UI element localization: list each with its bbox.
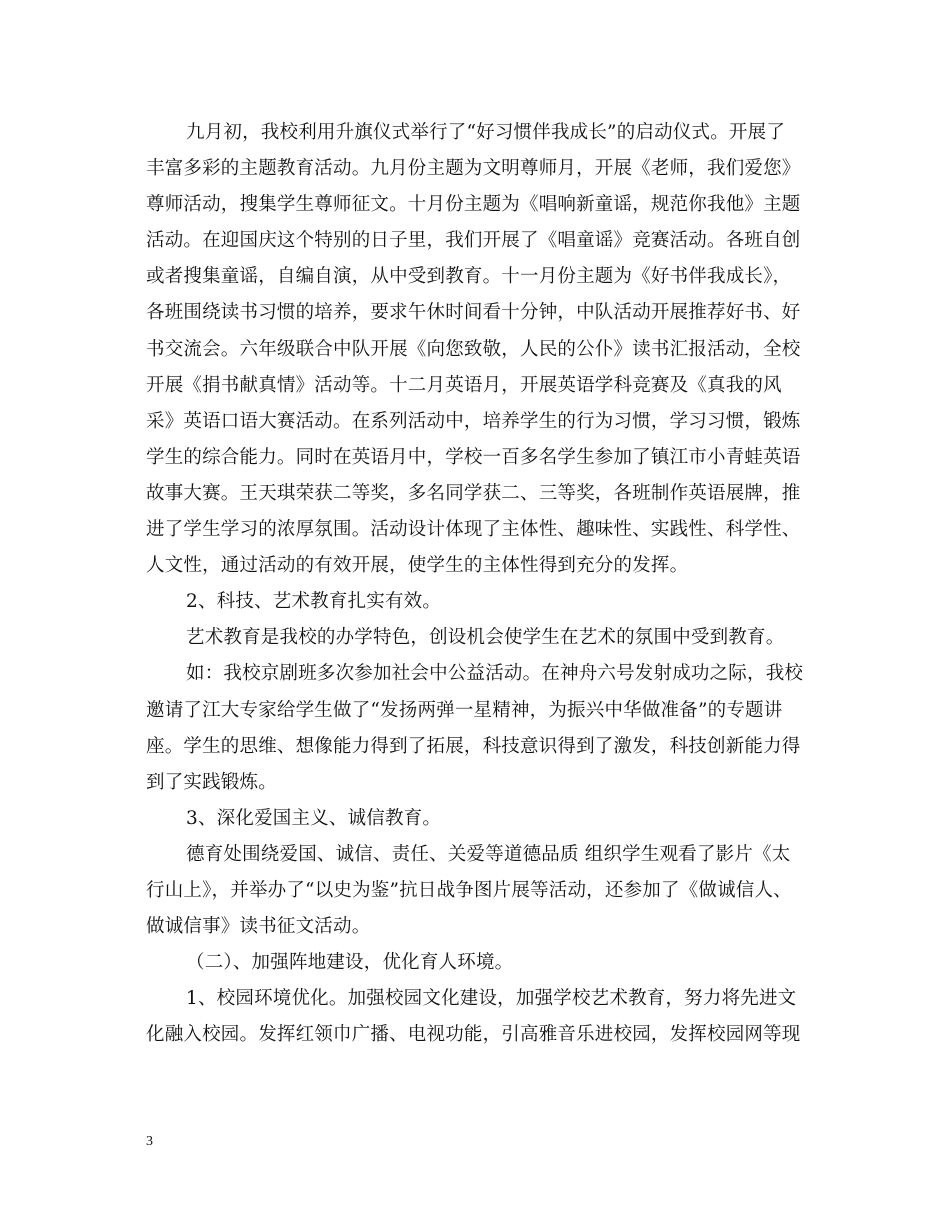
page-number: 3: [146, 1134, 153, 1149]
text-line: 人文性，通过活动的有效开展，使学生的主体性得到充分的发挥。: [146, 555, 689, 577]
text-line: 3、深化爱国主义、诚信教育。: [186, 807, 442, 829]
text-line: 如：我校京剧班多次参加社会中公益活动。在神舟六号发射成功之际，我校: [186, 663, 804, 685]
text-line: 2、科技、艺术教育扎实有效。: [186, 591, 442, 613]
text-line: 或者搜集童谣，自编自演，从中受到教育。十一月份主题为《好书伴我成长》，: [146, 266, 792, 288]
text-line: 座。学生的思维、想像能力得到了拓展，科技意识得到了激发，科技创新能力得: [146, 735, 801, 757]
text-line: 各班围绕读书习惯的培养，要求午休时间看十分钟，中队活动开展推荐好书、好: [146, 302, 801, 324]
text-line: 故事大赛。王天琪荣获二等奖，多名同学获二、三等奖，各班制作英语展牌，推: [146, 482, 801, 504]
text-line: 德育处围绕爱国、诚信、责任、关爱等道德品质 组织学生观看了影片《太: [186, 843, 791, 865]
text-line: 做诚信事》读书征文活动。: [146, 916, 371, 938]
body-text: [146, 115, 806, 1053]
text-line: 1、校园环境优化。加强校园文化建设，加强学校艺术教育，努力将先进文: [186, 988, 797, 1010]
text-line: 艺术教育是我校的办学特色，创设机会使学生在艺术的氛围中受到教育。: [186, 627, 785, 649]
text-line: （二）、加强阵地建设，优化育人环境。: [186, 952, 514, 974]
text-line: 进了学生学习的浓厚氛围。活动设计体现了主体性、趣味性、实践性、科学性、: [146, 519, 801, 541]
text-line: 行山上》，并举办了“以史为鉴”抗日战争图片展等活动，还参加了《做诚信人、: [146, 879, 792, 901]
text-line: 尊师活动，搜集学生尊师征文。十月份主题为《唱响新童谣，规范你我他》主题: [146, 194, 801, 216]
text-line: 丰富多彩的主题教育活动。九月份主题为文明尊师月，开展《老师，我们爱您》: [146, 158, 801, 180]
text-line: 邀请了江大专家给学生做了“发扬两弹一星精神，为振兴中华做准备”的专题讲: [146, 699, 783, 721]
text-line: 活动。在迎国庆这个特别的日子里，我们开展了《唱童谣》竞赛活动。各班自创: [146, 230, 801, 252]
text-line: 学生的综合能力。同时在英语月中，学校一百多名学生参加了镇江市小青蛙英语: [146, 446, 801, 468]
text-line: 采》英语口语大赛活动。在系列活动中，培养学生的行为习惯，学习习惯，锻炼: [146, 410, 801, 432]
text-line: 开展《捐书献真情》活动等。十二月英语月，开展英语学科竞赛及《真我的风: [146, 374, 782, 396]
text-line: 化融入校园。发挥红领巾广播、电视功能，引高雅音乐进校园，发挥校园网等现: [146, 1024, 801, 1046]
text-line: 九月初，我校利用升旗仪式举行了“好习惯伴我成长”的启动仪式。开展了: [186, 122, 786, 143]
text-line: 书交流会。六年级联合中队开展《向您致敬，人民的公仆》读书汇报活动，全校: [146, 338, 801, 360]
text-line: 到了实践锻炼。: [146, 771, 277, 793]
